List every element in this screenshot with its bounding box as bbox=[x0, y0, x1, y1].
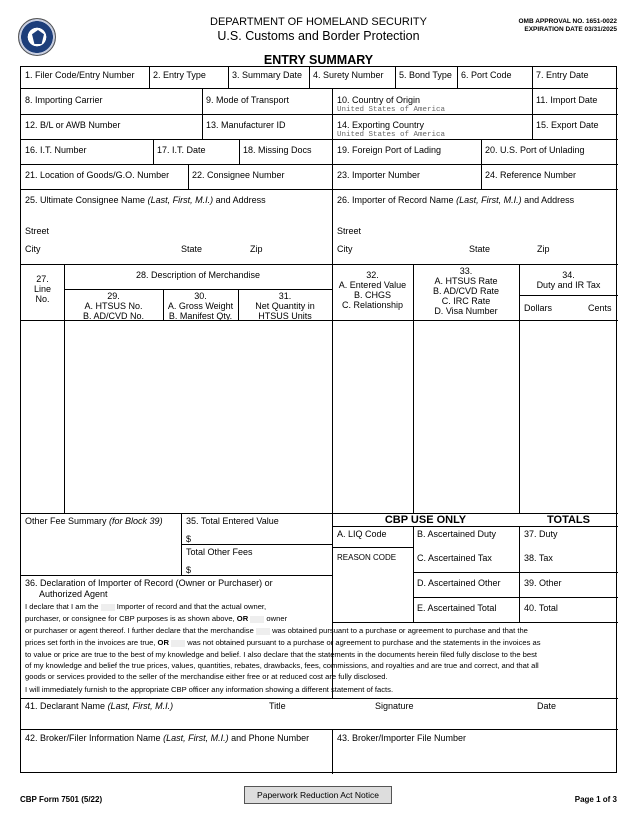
declaration-line-5: to value or price are true to the best of my knowledge and belief. I also declare that the statements in the documents herein filed fully disclose to the best bbox=[25, 650, 538, 659]
decl-l1a: I declare that I am the bbox=[25, 602, 99, 611]
field-11-label: 11. Import Date bbox=[536, 95, 598, 105]
country-of-origin-value[interactable]: United States of America bbox=[337, 106, 446, 114]
field-17-label: 17. I.T. Date bbox=[157, 145, 206, 155]
field-43-label: 43. Broker/Importer File Number bbox=[337, 733, 467, 743]
liq-code-label: A. LIQ Code bbox=[337, 529, 387, 539]
field-36-label: 36. Declaration of Importer of Record (Owner or Purchaser) or bbox=[25, 578, 273, 588]
field-42-label bbox=[25, 733, 309, 743]
city-label-25: City bbox=[25, 244, 41, 254]
dollar-sign-2: $ bbox=[186, 565, 192, 575]
col-32-b: B. CHGS bbox=[353, 290, 391, 300]
col-27-num: 27. bbox=[36, 274, 49, 284]
field-42-text: 42. Broker/Filer Information Name bbox=[25, 733, 161, 743]
importer-checkbox[interactable] bbox=[101, 604, 115, 611]
field-19-label: 19. Foreign Port of Lading bbox=[337, 145, 442, 155]
field-26-text: 26. Importer of Record Name bbox=[337, 195, 454, 205]
col-30-b: B. Manifest Qty. bbox=[168, 311, 233, 321]
field-37-label: 37. Duty bbox=[524, 529, 558, 539]
field-7-label: 7. Entry Date bbox=[536, 70, 589, 80]
ascertained-duty-label: B. Ascertained Duty bbox=[417, 529, 497, 539]
col-31-num: 31. bbox=[278, 291, 292, 301]
field-20-label: 20. U.S. Port of Unlading bbox=[485, 145, 585, 155]
col-31-b: HTSUS Units bbox=[258, 311, 312, 321]
col-31-a: Net Quantity in bbox=[255, 301, 315, 311]
field-36-label-2: Authorized Agent bbox=[39, 589, 108, 599]
field-2-label: 2. Entry Type bbox=[153, 70, 206, 80]
totals-heading: TOTALS bbox=[547, 514, 590, 526]
street-label-26: Street bbox=[337, 226, 362, 236]
zip-label-25: Zip bbox=[250, 244, 263, 254]
col-33-b: B. AD/CVD Rate bbox=[432, 286, 500, 296]
decl-l3b: I further declare that the merchandise bbox=[127, 626, 254, 635]
field-41-text: 41. Declarant Name bbox=[25, 701, 106, 711]
col-34-header bbox=[519, 270, 618, 290]
page-number: Page 1 of 3 bbox=[574, 795, 617, 804]
omb-info bbox=[519, 18, 618, 34]
col-29-b: B. AD/CVD No. bbox=[82, 311, 145, 321]
decl-l3a: or purchaser or agent thereof. bbox=[25, 626, 126, 635]
field-26-label bbox=[337, 195, 574, 205]
decl-l2b: owner bbox=[266, 614, 288, 623]
field-6-label: 6. Port Code bbox=[461, 70, 512, 80]
field-1-label: 1. Filer Code/Entry Number bbox=[25, 70, 135, 80]
declaration-line-3 bbox=[25, 625, 615, 636]
other-fee-italic: (for Block 39) bbox=[109, 516, 163, 526]
field-25-text: 25. Ultimate Consignee Name bbox=[25, 195, 146, 205]
col-32-header bbox=[332, 270, 413, 310]
field-41-label bbox=[25, 701, 173, 711]
col-29-header bbox=[64, 291, 163, 321]
col-29-num: 29. bbox=[107, 291, 120, 301]
col-33-c: C. IRC Rate bbox=[441, 296, 491, 306]
field-25-label bbox=[25, 195, 266, 205]
field-5-label: 5. Bond Type bbox=[399, 70, 452, 80]
col-34-a: Duty and IR Tax bbox=[536, 280, 601, 290]
field-24-label: 24. Reference Number bbox=[485, 170, 577, 180]
decl-or-1: OR bbox=[236, 614, 249, 623]
title-label: Title bbox=[269, 701, 286, 711]
state-label-26: State bbox=[469, 244, 491, 254]
signature-label: Signature bbox=[375, 701, 414, 711]
obtained-checkbox[interactable] bbox=[256, 628, 270, 635]
dollar-sign-1: $ bbox=[186, 534, 192, 544]
col-32-num: 32. bbox=[366, 270, 379, 280]
city-label-26: City bbox=[337, 244, 353, 254]
col-31-header bbox=[238, 291, 332, 321]
cbp-use-only-heading: CBP USE ONLY bbox=[384, 514, 467, 526]
field-8-label: 8. Importing Carrier bbox=[25, 95, 103, 105]
reason-code-label: REASON CODE bbox=[337, 553, 397, 562]
decl-l2a: purchaser, or consignee for CBP purposes is as shown above, bbox=[25, 614, 235, 623]
ascertained-tax-label: C. Ascertained Tax bbox=[417, 553, 492, 563]
field-42-tail: and Phone Number bbox=[231, 733, 310, 743]
col-33-num: 33. bbox=[459, 266, 473, 276]
paperwork-reduction-act-notice-button[interactable]: Paperwork Reduction Act Notice bbox=[244, 786, 392, 804]
field-39-label: 39. Other bbox=[524, 578, 562, 588]
ascertained-other-label: D. Ascertained Other bbox=[417, 578, 501, 588]
field-14-label: 14. Exporting Country bbox=[337, 120, 425, 130]
field-25-italic: (Last, First, M.I.) bbox=[147, 195, 214, 205]
field-12-label: 12. B/L or AWB Number bbox=[25, 120, 121, 130]
entry-summary-form bbox=[20, 66, 617, 773]
agency-name: U.S. Customs and Border Protection bbox=[217, 29, 420, 43]
col-32-a: A. Entered Value bbox=[338, 280, 407, 290]
col-30-header bbox=[163, 291, 238, 321]
total-other-fees-label: Total Other Fees bbox=[186, 547, 253, 557]
not-obtained-checkbox[interactable] bbox=[171, 640, 185, 647]
field-21-label: 21. Location of Goods/G.O. Number bbox=[25, 170, 170, 180]
cents-label: Cents bbox=[588, 303, 612, 313]
dollars-label: Dollars bbox=[524, 303, 553, 313]
declaration-line-8: I will immediately furnish to the appropriate CBP officer any information showing a different statement of facts. bbox=[25, 685, 394, 694]
declaration-line-2 bbox=[25, 613, 615, 624]
col-33-a: A. HTSUS Rate bbox=[434, 276, 498, 286]
department-name: DEPARTMENT OF HOMELAND SECURITY bbox=[210, 16, 427, 28]
col-30-a: A. Gross Weight bbox=[167, 301, 234, 311]
col-29-a: A. HTSUS No. bbox=[84, 301, 143, 311]
field-18-label: 18. Missing Docs bbox=[243, 145, 312, 155]
field-25-tail: and Address bbox=[215, 195, 266, 205]
col-27-line: Line bbox=[33, 284, 51, 294]
exporting-country-value[interactable]: United States of America bbox=[337, 131, 446, 139]
col-27-header bbox=[21, 274, 64, 304]
col-33-header bbox=[413, 266, 519, 316]
field-22-label: 22. Consignee Number bbox=[192, 170, 285, 180]
form-number: CBP Form 7501 (5/22) bbox=[20, 795, 103, 804]
field-3-label: 3. Summary Date bbox=[232, 70, 303, 80]
col-30-num: 30. bbox=[194, 291, 207, 301]
field-13-label: 13. Manufacturer ID bbox=[206, 120, 286, 130]
other-fee-text: Other Fee Summary bbox=[25, 516, 107, 526]
decl-l3c: was obtained pursuant to a purchase or agreement to purchase and that the bbox=[272, 626, 528, 635]
decl-l4b: was not obtained pursuant to a purchase or agreement to purchase and the statements in the invoices as bbox=[187, 638, 541, 647]
field-35-label: 35. Total Entered Value bbox=[186, 516, 279, 526]
form-title: ENTRY SUMMARY bbox=[263, 53, 374, 67]
field-10-label: 10. Country of Origin bbox=[337, 95, 421, 105]
declaration-line-1 bbox=[25, 601, 615, 612]
declaration-line-7: goods or services provided to the seller of the merchandise either free or at reduced cost are fully disclosed. bbox=[25, 672, 388, 681]
field-40-label: 40. Total bbox=[524, 603, 558, 613]
street-label-25: Street bbox=[25, 226, 50, 236]
declaration-line-6: of my knowledge and belief the true prices, values, quantities, rebates, drawbacks, fees, commissions, and royalties and are true and correct, and that all bbox=[25, 661, 539, 670]
col-32-c: C. Relationship bbox=[341, 300, 404, 310]
field-26-italic: (Last, First, M.I.) bbox=[456, 195, 522, 205]
field-9-label: 9. Mode of Transport bbox=[206, 95, 290, 105]
col-28-header: 28. Description of Merchandise bbox=[135, 270, 261, 280]
field-4-label: 4. Surety Number bbox=[313, 70, 384, 80]
field-38-label: 38. Tax bbox=[524, 553, 553, 563]
field-15-label: 15. Export Date bbox=[536, 120, 599, 130]
field-41-italic: (Last, First, M.I.) bbox=[107, 701, 174, 711]
col-27-no: No. bbox=[35, 294, 50, 304]
field-16-label: 16. I.T. Number bbox=[25, 145, 87, 155]
other-fee-summary-label bbox=[25, 516, 163, 526]
date-label: Date bbox=[537, 701, 557, 711]
decl-or-2: OR bbox=[157, 638, 169, 647]
zip-label-26: Zip bbox=[537, 244, 550, 254]
ascertained-total-label: E. Ascertained Total bbox=[417, 603, 497, 613]
decl-l4a: prices set forth in the invoices are true, bbox=[25, 638, 156, 647]
field-26-tail: and Address bbox=[524, 195, 575, 205]
state-label-25: State bbox=[181, 244, 203, 254]
field-23-label: 23. Importer Number bbox=[337, 170, 421, 180]
col-33-d: D. Visa Number bbox=[434, 306, 498, 316]
expiration-date: EXPIRATION DATE 03/31/2025 bbox=[524, 26, 617, 33]
decl-l1b: Importer of record and that the actual owner, bbox=[116, 602, 267, 611]
omb-number: OMB APPROVAL NO. 1651-0022 bbox=[518, 18, 617, 25]
field-42-italic: (Last, First, M.I.) bbox=[163, 733, 229, 743]
col-34-num: 34. bbox=[562, 270, 575, 280]
owner-checkbox[interactable] bbox=[250, 616, 264, 623]
declaration-line-4 bbox=[25, 637, 615, 648]
